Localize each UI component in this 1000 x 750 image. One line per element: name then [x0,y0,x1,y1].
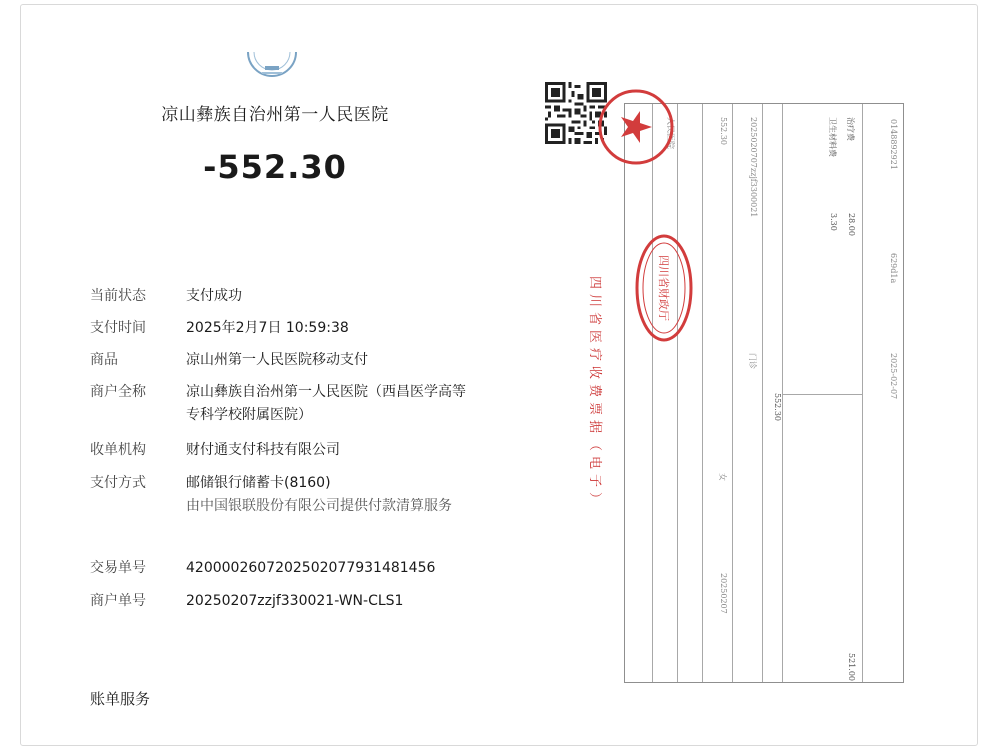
detail-label: 商户单号 [90,593,146,609]
receipt-item-1: 治疗费 [846,117,855,141]
receipt-item-1-amount: 28.00 [847,213,856,236]
hospital-logo-icon [246,52,298,78]
receipt-item-2: 卫生材料费 [828,117,837,157]
detail-label: 支付时间 [90,320,146,336]
receipt-bill-no: 0148892921 [889,119,898,170]
detail-value: 4200002607202502077931481456 [186,560,436,576]
detail-label: 商户全称 [90,384,146,400]
receipt-medical-type: 门诊 [748,353,757,369]
detail-label: 当前状态 [90,288,146,304]
detail-label: 商品 [90,352,118,368]
detail-label: 交易单号 [90,560,146,576]
receipt-gender: 女 [718,473,727,481]
detail-value: 财付通支付科技有限公司 [186,442,340,458]
receipt-personal-pay: 552.30 [719,117,728,145]
receipt-item-2-amount: 3.30 [829,213,838,231]
detail-value: 2025年2月7日 10:59:38 [186,320,349,336]
receipt-title: 四川省医疗收费票据（电子） [587,275,602,510]
pay-method-value: 邮储银行储蓄卡(8160) [186,475,331,491]
receipt-check-code: 629d1a [889,253,898,284]
detail-value: 凉山州第一人民医院移动支付 [186,352,368,368]
hospital-name: 凉山彝族自治州第一人民医院 [161,105,389,125]
receipt-frame [624,103,904,683]
receipt-business-no: 2025020707zzjf3300021 [749,117,758,218]
pay-method-note: 由中国银联股份有限公司提供付款清算服务 [186,498,452,514]
receipt-total: 552.30 [773,393,782,421]
receipt-rotated [588,93,908,693]
receipt-total-right: 521.00 [847,653,856,681]
detail-value [186,472,476,518]
finance-seal-text: 四川省财政厅 [657,255,670,321]
receipt-date: 2025-02-07 [889,353,898,400]
hospital-seal-icon [596,87,676,167]
receipt-payee: 人民医院 [666,117,675,149]
payment-amount: -552.30 [203,148,347,186]
finance-seal-icon [634,233,694,343]
receipt-settle-date: 20250207 [719,573,728,614]
detail-label: 支付方式 [90,475,146,491]
detail-value: 凉山彝族自治州第一人民医院（西昌医学高等专科学校附属医院） [186,384,466,423]
bill-services-link[interactable]: 账单服务 [90,690,151,708]
detail-value: 支付成功 [186,288,242,304]
detail-value: 20250207zzjf330021-WN-CLS1 [186,593,404,609]
medical-receipt [531,78,965,708]
detail-label: 收单机构 [90,442,146,458]
